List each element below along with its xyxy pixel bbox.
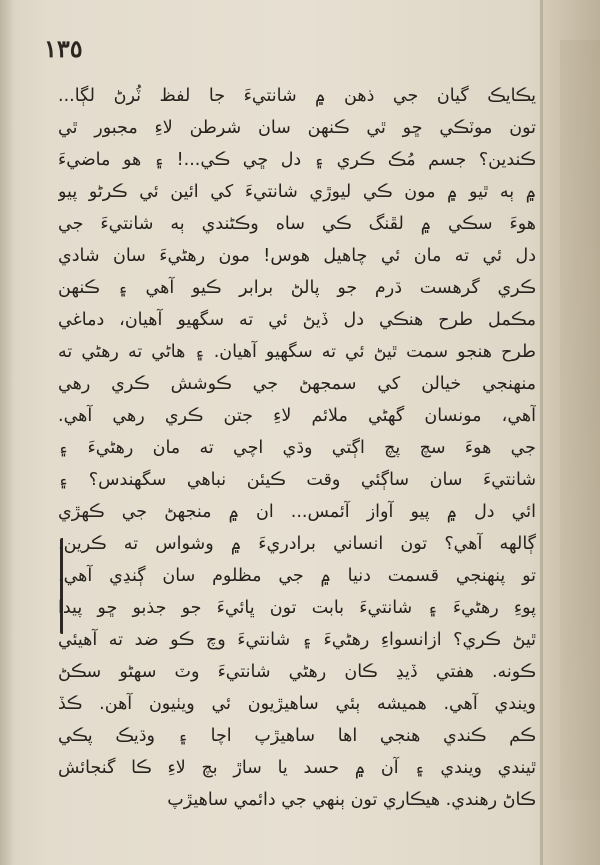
text-line: شانتيءَ سان ساڳئي وقت ڪيئن نباهي سگهندس؟ ۽: [58, 470, 536, 490]
text-line: ۾ ٻه ٿيو ۾ مون ڪي ليوڙي شانتيءَ کي ائين ئي ڪرڻو پيو: [58, 182, 536, 202]
text-line: منهنجي خيالن کي سمجهڻ جي ڪوشش ڪري رهي: [58, 374, 536, 394]
text-line: تو پنهنجي قسمت دنيا ۾ جي مظلوم سان ڳنڍي آهي.: [58, 566, 536, 586]
text-line: آهي، مونسان گهڻي ملائم لاءِ جتن ڪري رهي آهي.: [58, 406, 536, 426]
page-left-edge-shadow: [0, 0, 14, 865]
text-line: ٿيڻ ڪري؟ ازانسواءِ رهڻيءَ ۽ شانتيءَ وچ ڪو ضد ته آهيئي: [58, 630, 536, 650]
text-line: يڪايڪ گيان جي ذهن ۾ شانتيءَ جا لفظ ٽُرڻ لڳا...: [58, 86, 536, 106]
text-line: ڪونه. هفتي ڏيڍ ڪان رهڻي شانتيءَ وٽ سهڻو سڪڻ: [58, 662, 536, 682]
text-line: ڪري گرهست ڌرم جو پالڻ برابر ڪيو آهي ۽ ڪنهن: [58, 278, 536, 298]
text-line: جي هوءَ سچ پچ اڳتي وڌي اچي ته مان رهڻيءَ ۽: [58, 438, 536, 458]
text-line: مڪمل طرح هنڪي دل ڏيڻ ئي ته سگهيو آهيان، دماغي: [58, 310, 536, 330]
text-line: پوءِ رهڻيءَ ۽ شانتيءَ بابت تون ڀائيءَ جو جذبو ڇو پيدا: [58, 598, 536, 618]
text-line: ٿيندي ويندي ۽ آن ۾ حسد يا ساڙ بچ لاءِ ڪا گنجائش: [58, 758, 536, 778]
text-line: هوءَ سڪي ۾ لڦنگ ڪي ساه وڪڻندي ٻه شانتيءَ جي: [58, 214, 536, 234]
text-line: ڳالهه آهي؟ تون انساني برادريءَ ۾ وشواس ته ڪرين.: [58, 534, 536, 554]
text-line: ڪندين؟ جسم مُڪ ڪري ۽ دل ڇي ڪي...! ۽ هو ماضيءَ: [58, 150, 536, 170]
page-number: ١٣٥: [44, 34, 83, 63]
text-line: دل ئي ته مان ئي چاهيل هوس! مون رهڻيءَ سان شادي: [58, 246, 536, 266]
text-line: ويندي آهي. هميشه ٻئي ساهيڙيون ئي ويٺيون آهن. ڪڏ: [58, 694, 536, 714]
text-line: ڪم ڪندي هنجي اها ساهيڙپ اچا ۽ وڌيڪ پڪي: [58, 726, 536, 746]
text-line: طرح هنجو سمت ٿيڻ ئي ته سگهيو آهيان. ۽ هاڻي ته رهڻي ته: [58, 342, 536, 362]
text-line: تون موٽڪي ڇو ٿي ڪنهن سان شرطن لاءِ مجبور ٿي: [58, 118, 536, 138]
text-line: ائي دل ۾ پيو آواز آئمس... ان ۾ منجهڻ جي ڪهڙي: [58, 502, 536, 522]
paper-stain: [560, 40, 600, 800]
text-line: ڪاڻ رهندي. هيڪاري تون ٻنهي جي دائمي ساهيڙپ: [167, 790, 536, 810]
